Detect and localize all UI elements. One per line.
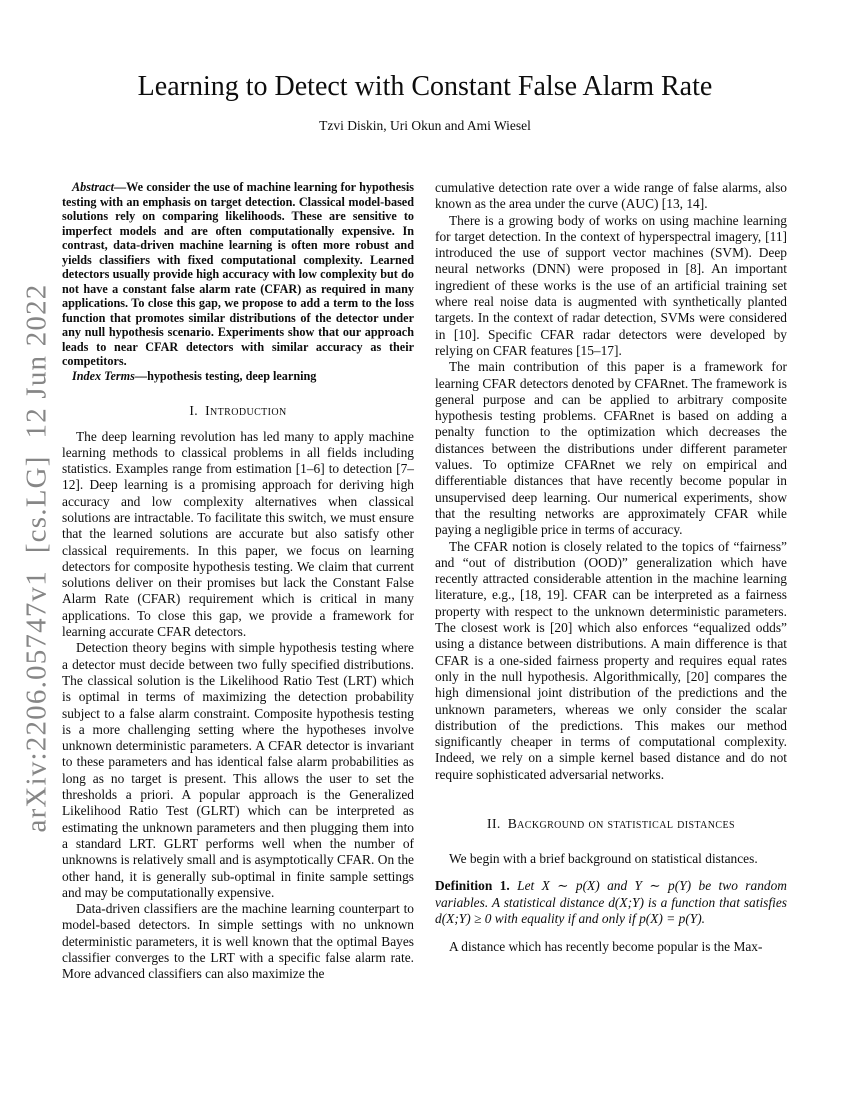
section-2-number: II. [487, 815, 501, 831]
mmd-lead-in-paragraph: A distance which has recently become popular is the Max- [449, 939, 763, 955]
arxiv-watermark: arXiv:2206.05747v1 [cs.LG] 12 Jun 2022 [20, 283, 53, 833]
section-1-heading [62, 402, 414, 419]
definition-1-body: Let X ∼ p(X) and Y ∼ p(Y) be two random variables. A statistical distance d(X;Y) is a function that satisfies d(X;Y) ≥ 0 with equality if and only if p(X) = p(Y). [435, 878, 787, 926]
fairness-paragraph: The CFAR notion is closely related to the topics of “fairness” and “out of distribution (OOD)” generalization which have recently attracted considerable attention in the machine learning literature, e.g., [18, 19]. CFAR can be interpreted as a fairness property with respect to the unknown deterministic parameters. The closest work is [20] which also enforces “equalized odds” using a distance between distributions. A main difference is that CFAR is a one-sided fairness property and requires equal rates only in the null hypothesis. Algorithmically, [20] compares the high dimensional joint distribution of the predictions and the unknown parameters, whereas we only consider the scalar distribution of the predictions. This makes our method significantly cheaper in terms of computational complexity. Indeed, we rely on a simple kernel based distance and do not require sophisticated adversarial networks. [435, 538, 787, 782]
two-column-layout [62, 180, 788, 983]
right-column [435, 180, 787, 983]
left-column [62, 180, 414, 983]
section-2-heading [435, 815, 787, 832]
paper-title: Learning to Detect with Constant False Alarm Rate [137, 71, 713, 102]
index-terms-body: hypothesis testing, deep learning [147, 369, 317, 383]
section-1-number: I. [189, 402, 199, 418]
section-2-title: Background on statistical distances [507, 815, 735, 831]
intro-paragraph-1: The deep learning revolution has led many to apply machine learning methods to classical problems in all fields including statistics. Examples range from estimation [1–6] to detection [7–12]. Deep learning is a promising approach for deriving high accuracy and low complexity alternatives when classical solutions are intractable. To facilitate this switch, we must ensure that the learned solutions are accurate but also satisfy other classical requirements. In this paper, we focus on learning detectors for composite hypothesis testing. We claim that current solutions deliver on their promises but lack the Constant False Alarm Rate (CFAR) requirement which is critical in many applications. To close this gap, we provide a framework for learning accurate CFAR detectors. [62, 428, 414, 640]
index-terms-lead: Index Terms— [72, 369, 148, 383]
index-terms-line [62, 369, 414, 384]
intro-paragraph-2: Detection theory begins with simple hypothesis testing where a detector must decide between two fully specified distributions. The classical solution is the Likelihood Ratio Test (LRT) which is optimal in terms of maximizing the detection probability subject to a false alarm constraint. Composite hypothesis testing is a more challenging setting where the hypotheses involve unknown deterministic parameters. A CFAR detector is invariant to these parameters and has identical false alarm probabilities as long as no target is present. This allows the user to set the thresholds a priori. A popular approach is the Generalized Likelihood Ratio Test (GLRT) which can be interpreted as estimating the unknown parameters and then plugging them into a standard LRT. GLRT performs well when the number of unknowns is relatively small and is asymptotically CFAR. On the other hand, it is generally sub-optimal in finite sample settings and may be computationally expensive. [62, 640, 414, 900]
abstract-body: We consider the use of machine learning for hypothesis testing with an emphasis on target detection. Classical model-based solutions rely on comparing likelihoods. These are sensitive to imperfect models and are often computationally expensive. In contrast, data-driven machine learning is often more robust and yields classifiers with fixed computational complexity. Learned detectors usually provide high accuracy with low complexity but do not have a constant false alarm rate (CFAR) as required in many applications. To close this gap, we propose to add a term to the loss function that promotes similar distributions of the detector under any null hypothesis scenario. Experiments show that our approach leads to near CFAR detectors with similar accuracy as their competitors. [62, 180, 414, 368]
paper-authors: Tzvi Diskin, Uri Okun and Ami Wiesel [319, 118, 531, 133]
definition-1 [435, 878, 787, 927]
abstract-lead: Abstract— [72, 180, 127, 194]
section-2-intro-paragraph: We begin with a brief background on statistical distances. [449, 850, 758, 866]
contribution-paragraph: The main contribution of this paper is a framework for learning CFAR detectors denoted by CFARnet. The framework is general purpose and can be applied to arbitrary composite hypothesis testing problems. CFARnet is based on adding a penalty function to the optimization which decreases the distances between the distributions under different parameter values. To optimize CFARnet we rely on empirical and differentiable distances that have recently become popular in unsupervised deep learning. Our numerical experiments, show that the resulting networks are approximately CFAR while paying a negligible price in terms of accuracy. [435, 359, 787, 538]
section-1-title: Introduction [205, 402, 287, 418]
continuation-paragraph: cumulative detection rate over a wide range of false alarms, also known as the area under the curve (AUC) [13, 14]. [435, 180, 787, 212]
definition-1-label: Definition 1. [435, 878, 510, 894]
abstract-paragraph [62, 180, 414, 369]
related-work-paragraph: There is a growing body of works on using machine learning for target detection. In the context of hyperspectral imagery, [11] introduced the use of support vector machines (SVM). Deep neural networks (DNN) were proposed in [8]. An important ingredient of these works is the use of an artificial training set where real noise data is augmented with synthetically planted targets. In the context of radar detection, SVMs were considered in [10]. Specific CFAR radar detectors were developed by relying on CFAR features [15–17]. [435, 212, 787, 358]
intro-paragraph-3: Data-driven classifiers are the machine learning counterpart to model-based detectors. In simple settings with no unknown deterministic parameters, it is well known that the optimal Bayes classifier converges to the LRT with a specific false alarm rate. More advanced classifiers can also maximize the [62, 901, 414, 982]
